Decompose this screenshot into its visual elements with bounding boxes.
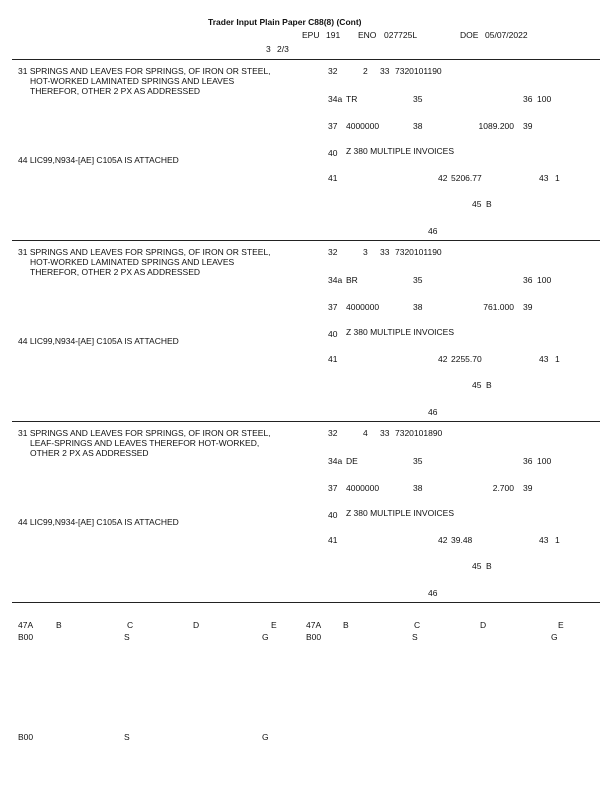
box-35-label: 35 [413, 94, 423, 104]
box-38-label: 38 [413, 483, 423, 493]
payment-method: G [262, 732, 269, 742]
description-line: 31 SPRINGS AND LEAVES FOR SPRINGS, OF IRON OR STEEL, [18, 66, 271, 76]
box-39-label: 39 [523, 121, 533, 131]
box-37-label: 37 [328, 121, 338, 131]
box-36-label: 36 [523, 456, 533, 466]
box-34a-label: 34a [328, 275, 343, 285]
box-40-label: 40 [328, 148, 338, 158]
epu-label: EPU [302, 30, 320, 40]
adjustment-code: B [486, 199, 492, 209]
description-line: THEREFOR, OTHER 2 PX AS ADDRESSED [30, 86, 201, 96]
box-33-label: 33 [380, 66, 390, 76]
divider [12, 421, 600, 422]
box-43-label: 43 [539, 354, 549, 364]
tax-type: B00 [306, 632, 322, 642]
col-c-label: C [127, 620, 134, 630]
box-42-label: 42 [438, 173, 448, 183]
description-line: HOT-WORKED LAMINATED SPRINGS AND LEAVES [30, 257, 235, 267]
box-45-label: 45 [472, 561, 482, 571]
item-number: 3 [363, 247, 368, 257]
tax-type: B00 [18, 732, 34, 742]
col-b-label: B [56, 620, 62, 630]
box-36-label: 36 [523, 275, 533, 285]
box-37-label: 37 [328, 483, 338, 493]
box-46-label: 46 [428, 226, 438, 236]
box-34a-label: 34a [328, 94, 343, 104]
box-34a-label: 34a [328, 456, 343, 466]
divider [12, 59, 600, 60]
description-line: OTHER 2 PX AS ADDRESSED [30, 448, 149, 458]
box-40-label: 40 [328, 329, 338, 339]
adjustment-code: B [486, 561, 492, 571]
preference-value: 100 [537, 456, 552, 466]
licence-note: 44 LIC99,N934-[AE] C105A IS ATTACHED [18, 517, 179, 527]
description-line: THEREFOR, OTHER 2 PX AS ADDRESSED [30, 267, 201, 277]
box-45-label: 45 [472, 199, 482, 209]
col-d-label: D [480, 620, 487, 630]
goods-description [18, 66, 318, 96]
tax-code: S [124, 732, 130, 742]
item-price: 2255.70 [451, 354, 482, 364]
box-32-label: 32 [328, 247, 338, 257]
commodity-code: 7320101190 [395, 66, 442, 76]
col-c-label: C [414, 620, 421, 630]
box-38-label: 38 [413, 121, 423, 131]
net-mass: 1089.200 [478, 121, 514, 131]
licence-note: 44 LIC99,N934-[AE] C105A IS ATTACHED [18, 155, 179, 165]
box-38-label: 38 [413, 302, 423, 312]
procedure-code: 4000000 [346, 121, 380, 131]
box-43-label: 43 [539, 173, 549, 183]
divider [12, 240, 600, 241]
box-35-label: 35 [413, 456, 423, 466]
box-33-label: 33 [380, 247, 390, 257]
item-price: 39.48 [451, 535, 473, 545]
country-of-origin: BR [346, 275, 358, 285]
box-42-label: 42 [438, 354, 448, 364]
epu-value: 191 [326, 30, 341, 40]
goods-description [18, 428, 318, 458]
col-e-label: E [558, 620, 564, 630]
page-of: 2/3 [277, 44, 289, 54]
box-47a-label: 47A [18, 620, 34, 630]
goods-description [18, 247, 318, 277]
box-35-label: 35 [413, 275, 423, 285]
col-b-label: B [343, 620, 349, 630]
licence-note: 44 LIC99,N934-[AE] C105A IS ATTACHED [18, 336, 179, 346]
box-37-label: 37 [328, 302, 338, 312]
item-price: 5206.77 [451, 173, 482, 183]
item-number: 2 [363, 66, 368, 76]
document-title: Trader Input Plain Paper C88(8) (Cont) [208, 17, 362, 27]
description-line: 31 SPRINGS AND LEAVES FOR SPRINGS, OF IRON OR STEEL, [18, 247, 271, 257]
box-39-label: 39 [523, 483, 533, 493]
box-42-label: 42 [438, 535, 448, 545]
box-33-label: 33 [380, 428, 390, 438]
previous-document: Z 380 MULTIPLE INVOICES [346, 146, 455, 156]
country-of-origin: DE [346, 456, 358, 466]
page-number: 3 [266, 44, 271, 54]
valuation-method: 1 [555, 535, 560, 545]
description-line: 31 SPRINGS AND LEAVES FOR SPRINGS, OF IRON OR STEEL, [18, 428, 271, 438]
previous-document: Z 380 MULTIPLE INVOICES [346, 327, 455, 337]
net-mass: 2.700 [492, 483, 514, 493]
payment-method: G [551, 632, 558, 642]
eno-label: ENO [358, 30, 377, 40]
doe-label: DOE [460, 30, 479, 40]
box-39-label: 39 [523, 302, 533, 312]
box-43-label: 43 [539, 535, 549, 545]
net-mass: 761.000 [483, 302, 514, 312]
adjustment-code: B [486, 380, 492, 390]
box-45-label: 45 [472, 380, 482, 390]
description-line: HOT-WORKED LAMINATED SPRINGS AND LEAVES [30, 76, 235, 86]
valuation-method: 1 [555, 173, 560, 183]
box-32-label: 32 [328, 66, 338, 76]
box-41-label: 41 [328, 535, 338, 545]
box-47a-label: 47A [306, 620, 322, 630]
col-d-label: D [193, 620, 200, 630]
procedure-code: 4000000 [346, 483, 380, 493]
tax-type: B00 [18, 632, 34, 642]
box-46-label: 46 [428, 588, 438, 598]
col-e-label: E [271, 620, 277, 630]
box-40-label: 40 [328, 510, 338, 520]
box-36-label: 36 [523, 94, 533, 104]
valuation-method: 1 [555, 354, 560, 364]
box-32-label: 32 [328, 428, 338, 438]
country-of-origin: TR [346, 94, 358, 104]
preference-value: 100 [537, 275, 552, 285]
divider [12, 602, 600, 603]
tax-code: S [124, 632, 130, 642]
payment-method: G [262, 632, 269, 642]
tax-code: S [412, 632, 418, 642]
eno-value: 027725L [384, 30, 418, 40]
procedure-code: 4000000 [346, 302, 380, 312]
box-46-label: 46 [428, 407, 438, 417]
box-41-label: 41 [328, 173, 338, 183]
item-number: 4 [363, 428, 368, 438]
preference-value: 100 [537, 94, 552, 104]
description-line: LEAF-SPRINGS AND LEAVES THEREFOR HOT-WORKED, [30, 438, 260, 448]
commodity-code: 7320101890 [395, 428, 443, 438]
commodity-code: 7320101190 [395, 247, 442, 257]
doe-value: 05/07/2022 [485, 30, 528, 40]
box-41-label: 41 [328, 354, 338, 364]
previous-document: Z 380 MULTIPLE INVOICES [346, 508, 455, 518]
